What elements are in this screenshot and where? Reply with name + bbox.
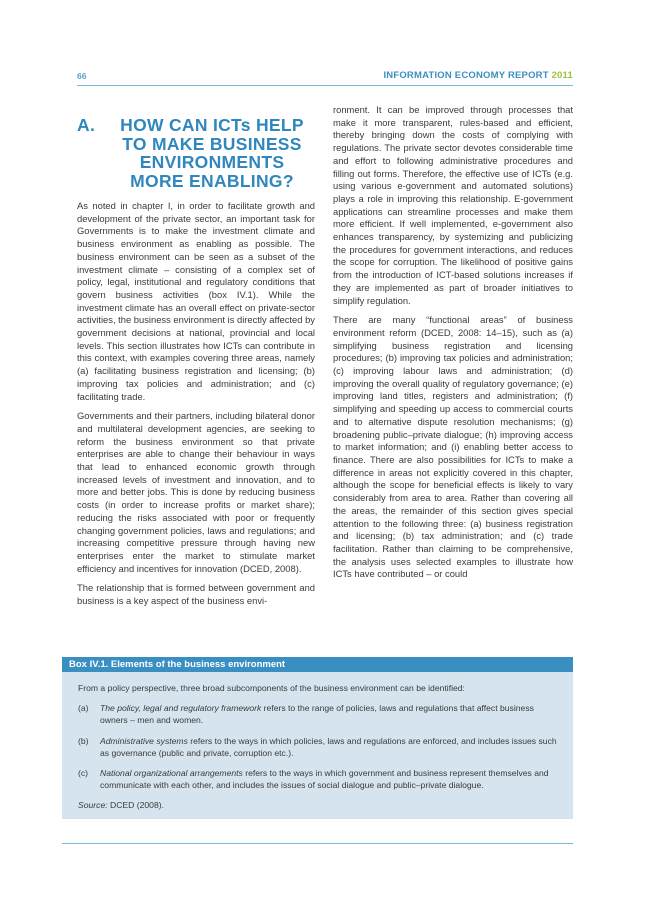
box-item-term: National organizational arrangements xyxy=(100,768,243,779)
box-title: Box IV.1. Elements of the business environment xyxy=(62,657,573,672)
box-item-rest: refers to the ways in which government and business represent themselves and communicate with each other, and includes the issues of social dialogue and public–private dialogue. xyxy=(100,768,549,791)
left-column xyxy=(77,106,315,615)
box-item xyxy=(78,735,557,759)
box-item-rest: refers to the range of policies, laws and regulations that affect business owners – men and women. xyxy=(100,703,534,726)
report-year: 2011 xyxy=(551,70,573,81)
body-paragraph: The relationship that is formed between government and business is a key aspect of the business envi- xyxy=(77,582,315,607)
section-title-line: TO MAKE BUSINESS xyxy=(122,133,302,154)
box-item xyxy=(78,702,557,726)
section-title-line: MORE ENABLING? xyxy=(130,170,294,191)
box-item-label: (b) xyxy=(78,735,89,746)
box-source xyxy=(78,799,557,811)
page-number: 66 xyxy=(77,71,87,81)
box-item-text xyxy=(100,735,557,759)
box-item xyxy=(78,767,557,791)
box-intro: From a policy perspective, three broad subcomponents of the business environment can be identified: xyxy=(78,683,465,693)
source-text: DCED (2008). xyxy=(107,800,164,811)
section-letter: A. xyxy=(77,115,96,135)
section-title-line: HOW CAN ICTs HELP xyxy=(120,115,304,135)
footer-rule xyxy=(62,843,573,844)
box-item-rest: refers to the ways in which policies, laws and regulations are enforced, and includes issues such as governance (public and private, corruption etc.). xyxy=(100,735,557,758)
section-title xyxy=(109,116,315,190)
section-title-line: ENVIRONMENTS xyxy=(139,152,285,172)
report-title-text: INFORMATION ECONOMY REPORT xyxy=(383,70,549,81)
right-column xyxy=(333,104,573,588)
box-item-text xyxy=(100,702,557,726)
box-item-term: The policy, legal and regulatory framework xyxy=(100,703,262,714)
section-heading xyxy=(77,116,315,190)
report-title xyxy=(383,70,573,81)
body-paragraph: As noted in chapter I, in order to facilitate growth and development of the private sector, an important task for Governments is to make the investment climate and business environment as enabling as possible. The business environment can be seen as a subset of the investment climate – consisting of a complex set of policy, legal, institutional and regulatory conditions that govern business activities (box IV.1). While the investment climate has an overall effect on private-sector activities, the business environment is directly affected by government decisions at national, provincial and local levels. This section illustrates how ICTs can contribute in this context, with examples covering three areas, namely (a) facilitating business registration and licensing; (b) improving tax policies and administration; and (c) facilitating trade. xyxy=(77,200,315,402)
box-iv1 xyxy=(62,657,573,819)
box-item-term: Administrative systems xyxy=(100,735,188,746)
box-item-label: (c) xyxy=(78,768,89,779)
body-paragraph: Governments and their partners, including bilateral donor and multilateral development agencies, are seeking to reform the business environment so that private enterprises are able to change their behaviour in ways that lead to enhanced economic growth through increased levels of investment and innovation, and to more and better jobs. This is done by reducing business costs (in order to increase profits or market share); reducing the risks associated with poor or frequently changing government policies, laws and regulations; and increasing competitive pressure through having new enterprises enter the market to stimulate market efficiency and incentives for innovation (DCED, 2008). xyxy=(77,410,315,574)
box-item-label: (a) xyxy=(78,703,89,714)
box-body xyxy=(62,672,573,812)
box-item-text xyxy=(100,767,557,791)
body-paragraph: There are many “functional areas” of business environment reform (DCED, 2008: 14–15), such as (a) simplifying business registration and licensing procedures; (b) improving tax policies and administration; (c) improving labour laws and administration; (d) improving the overall quality of regulatory governance; (e) improving land titles, registers and administration; (f) simplifying and speeding up access to commercial courts and to alternative dispute resolution mechanisms; (g) broadening public–private dialogue; (h) improving access to market information; and (i) enabling better access to finance. There are also possibilities for ICTs to make a difference in areas not explicitly covered in this chapter, although the scope for beneficial effects is likely to vary considerably from area to area. Rather than covering all the areas, the remainder of this section gives special attention to the following three: (a) business registration and licensing; (b) tax administration; and (c) trade facilitation. Rather than claiming to be comprehensive, the analysis uses selected examples to illustrate how ICTs have contributed – or could xyxy=(333,314,573,580)
source-label: Source: xyxy=(78,800,108,811)
body-paragraph: ronment. It can be improved through processes that make it more transparent, rules-based and efficient, thereby bringing down the costs of complying with regulations. The private sector devotes considerable time and effort to following administrative procedures and filling out forms. Therefore, the effective use of ICTs (e.g. using various e-government and automated solutions) plays a role in improving this relationship. E-government applications can streamline processes and make them more efficient. If well implemented, e-government also enhances transparency, by systemizing and publicizing the procedures for government interactions, and reduces the scope for corruption. The likelihood of positive gains from the introduction of ICT-based solutions increases if they are implemented as part of broader initiatives to simplify regulation. xyxy=(333,104,573,306)
header-rule xyxy=(77,85,573,86)
